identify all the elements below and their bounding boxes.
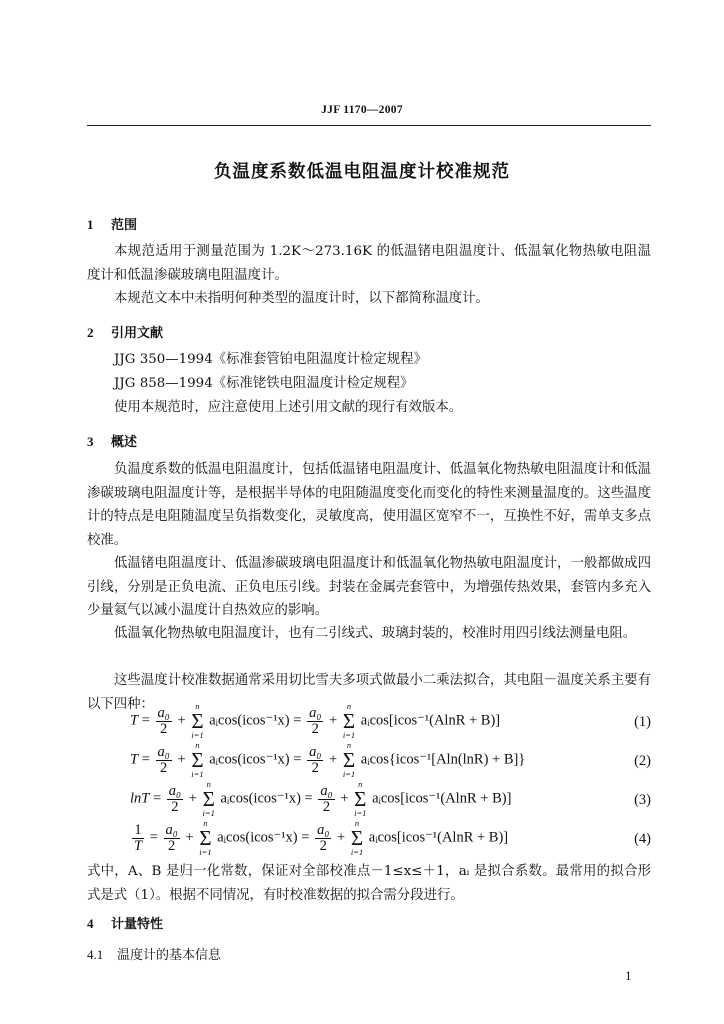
section-1-number: 1 [87, 217, 94, 232]
sum-upper: n [195, 701, 200, 711]
a0-over-2 [307, 745, 323, 776]
summation-symbol [203, 780, 215, 818]
a0-over-2 [164, 823, 180, 854]
formula-3-label: (3) [634, 792, 651, 808]
a0-over-2 [167, 784, 183, 815]
formula-4 [130, 819, 651, 859]
formula-1-label: (1) [634, 714, 651, 730]
section-3-number: 3 [87, 434, 94, 449]
section-2-heading [87, 322, 163, 341]
section-3-heading [87, 431, 137, 450]
formula-2-label: (2) [634, 753, 651, 769]
section-1-paragraph-1: 本规范适用于测量范围为 1.2K～273.16K 的低温锗电阻温度计、低温氧化物热敏电阻温度计和低温渗碳玻璃电阻温度计。 [87, 244, 651, 283]
plus-sign: + [340, 790, 349, 807]
equals-sign: = [152, 790, 162, 807]
plus-sign: + [329, 751, 338, 768]
equals-sign: = [293, 712, 302, 729]
frac-numerator: a₀ [157, 704, 170, 721]
section-3-paragraph-1: 负温度系数的低温电阻温度计，包括低温锗电阻温度计、低温氧化物热敏电阻温度计和低温渗碳玻璃电阻温度计等，是根据半导体的电阻随温度变化而变化的特性来测量温度的。这些温度计的特点是电阻随温度呈负指数变化，灵敏度高，使用温区宽窄不一，互换性不好，需单支多点校准。 [87, 462, 651, 548]
formula-4-rhs: aᵢcos[icos⁻¹(AlnR + B)] [368, 829, 509, 846]
sum-upper: n [203, 818, 208, 828]
frac-numerator: a₀ [317, 821, 330, 838]
equals-sign: = [301, 829, 310, 846]
frac-denominator: 2 [160, 759, 168, 776]
formula-2-mid: aᵢcos(icos⁻¹x) [209, 751, 290, 768]
sigma-icon: Σ [342, 709, 356, 733]
references-note: 使用本规范时，应注意使用上述引用文献的现行有效版本。 [114, 400, 463, 415]
section-1-paragraph-2: 本规范文本中未指明何种类型的温度计时，以下都简称温度计。 [114, 291, 489, 306]
subsection-4-1-number: 4.1 [87, 947, 104, 962]
frac-denominator: 2 [168, 837, 176, 854]
plus-sign: + [185, 829, 194, 846]
lhs-numerator: 1 [132, 823, 144, 839]
reference-1: JJG 350—1994《标准套管铂电阻温度计检定规程》 [114, 352, 427, 367]
summation-symbol [343, 702, 355, 740]
frac-numerator: a₀ [309, 704, 322, 721]
frac-numerator: a₀ [309, 743, 322, 760]
frac-numerator: a₀ [157, 743, 170, 760]
formula-4-mid: aᵢcos(icos⁻¹x) [217, 829, 298, 846]
frac-denominator: 2 [319, 837, 327, 854]
formula-explanation: 式中，A、B 是归一化常数，保证对全部校准点－1≤x≤＋1，aᵢ 是拟合系数。最常用的拟合形式是式（1）。根据不同情况，有时校准数据的拟合需分段进行。 [87, 864, 651, 903]
section-4-title: 计量特性 [111, 917, 164, 932]
sigma-icon: Σ [191, 709, 204, 733]
equals-sign: = [141, 751, 150, 768]
formula-1-mid: aᵢcos(icos⁻¹x) [209, 712, 290, 729]
sum-upper: n [346, 740, 352, 750]
one-over-T [132, 823, 144, 854]
header-rule [87, 125, 651, 126]
frac-denominator: 2 [171, 798, 179, 815]
formula-1-rhs: aᵢcos[icos⁻¹(AlnR + B)] [360, 712, 501, 729]
page-header-code: JJF 1170—2007 [321, 104, 403, 116]
sigma-icon: Σ [191, 748, 204, 772]
formula-2-lhs: T [130, 751, 139, 768]
sum-lower: i=1 [342, 730, 356, 740]
plus-sign: + [337, 829, 346, 846]
sum-upper: n [195, 740, 200, 750]
frac-denominator: 2 [322, 798, 331, 815]
formula-2 [130, 741, 651, 781]
plus-sign: + [329, 712, 338, 729]
equals-sign: = [293, 751, 302, 768]
sum-lower: i=1 [191, 769, 204, 779]
subsection-4-1-title: 温度计的基本信息 [117, 948, 222, 963]
sum-upper: n [358, 779, 363, 789]
section-3-paragraph-2: 低温锗电阻温度计、低温渗碳玻璃电阻温度计和低温氧化物热敏电阻温度计，一般都做成四引线，分别是正负电流、正负电压引线。封装在金属壳套管中，为增强传热效果，套管内多充入少量氦气以减小温度计自热效应的影响。 [87, 556, 651, 618]
reference-2: JJG 858—1994《标准铑铁电阻温度计检定规程》 [114, 376, 414, 391]
formula-3-mid: aᵢcos(icos⁻¹x) [220, 790, 301, 807]
sum-lower: i=1 [191, 730, 204, 740]
formula-3-lhs: lnT [130, 790, 150, 807]
formula-1-lhs: T [130, 712, 139, 729]
frac-numerator: a₀ [165, 821, 178, 838]
formula-1 [130, 702, 651, 742]
sum-lower: i=1 [202, 808, 215, 818]
sum-lower: i=1 [199, 847, 212, 857]
sum-lower: i=1 [342, 769, 356, 779]
sigma-icon: Σ [202, 787, 215, 811]
a0-over-2 [315, 823, 331, 854]
formula-4-label: (4) [634, 831, 651, 847]
sum-lower: i=1 [350, 847, 364, 857]
subsection-4-1-heading [87, 944, 221, 963]
sum-lower: i=1 [354, 808, 367, 818]
equals-sign: = [141, 712, 150, 729]
section-3-title: 概述 [111, 435, 138, 450]
document-title: 负温度系数低温电阻温度计校准规范 [214, 162, 510, 182]
sum-upper: n [354, 818, 360, 828]
summation-symbol [354, 780, 366, 818]
frac-numerator: a₀ [168, 782, 182, 799]
plus-sign: + [177, 751, 186, 768]
sigma-icon: Σ [350, 826, 364, 850]
section-4-heading [87, 913, 163, 932]
summation-symbol [351, 819, 363, 857]
frac-denominator: 2 [311, 720, 319, 737]
summation-symbol [343, 741, 355, 779]
summation-symbol [191, 702, 203, 740]
a0-over-2 [307, 706, 323, 737]
summation-symbol [191, 741, 203, 779]
formula-3 [130, 780, 651, 820]
a0-over-2 [156, 745, 172, 776]
sigma-icon: Σ [354, 787, 367, 811]
equals-sign: = [149, 829, 158, 846]
frac-denominator: 2 [311, 759, 319, 776]
section-2-number: 2 [87, 325, 94, 340]
sigma-icon: Σ [199, 826, 212, 850]
sum-upper: n [206, 779, 211, 789]
lhs-denominator: T [134, 837, 143, 854]
section-3-paragraph-3: 低温氧化物热敏电阻温度计，也有二引线式、玻璃封装的，校准时用四引线法测量电阻。 [114, 626, 637, 641]
a0-over-2 [156, 706, 172, 737]
equals-sign: = [304, 790, 313, 807]
plus-sign: + [177, 712, 186, 729]
a0-over-2 [318, 784, 334, 815]
plus-sign: + [188, 790, 197, 807]
frac-numerator: a₀ [320, 782, 333, 799]
frac-denominator: 2 [160, 720, 168, 737]
section-3-paragraph-4: 这些温度计校准数据通常采用切比雪夫多项式做最小二乘法拟合，其电阻－温度关系主要有以下四种： [87, 673, 651, 712]
section-1-title: 范围 [111, 218, 138, 233]
sigma-icon: Σ [342, 748, 356, 772]
formula-2-rhs: aᵢcos{icos⁻¹[Aln(lnR) + B]} [360, 751, 526, 768]
page-number: 1 [625, 968, 632, 983]
formula-3-rhs: aᵢcos[icos⁻¹(AlnR + B)] [372, 790, 512, 807]
section-1-heading [87, 214, 137, 233]
section-2-title: 引用文献 [111, 326, 164, 341]
summation-symbol [199, 819, 211, 857]
section-4-number: 4 [87, 916, 94, 931]
sum-upper: n [346, 701, 352, 711]
